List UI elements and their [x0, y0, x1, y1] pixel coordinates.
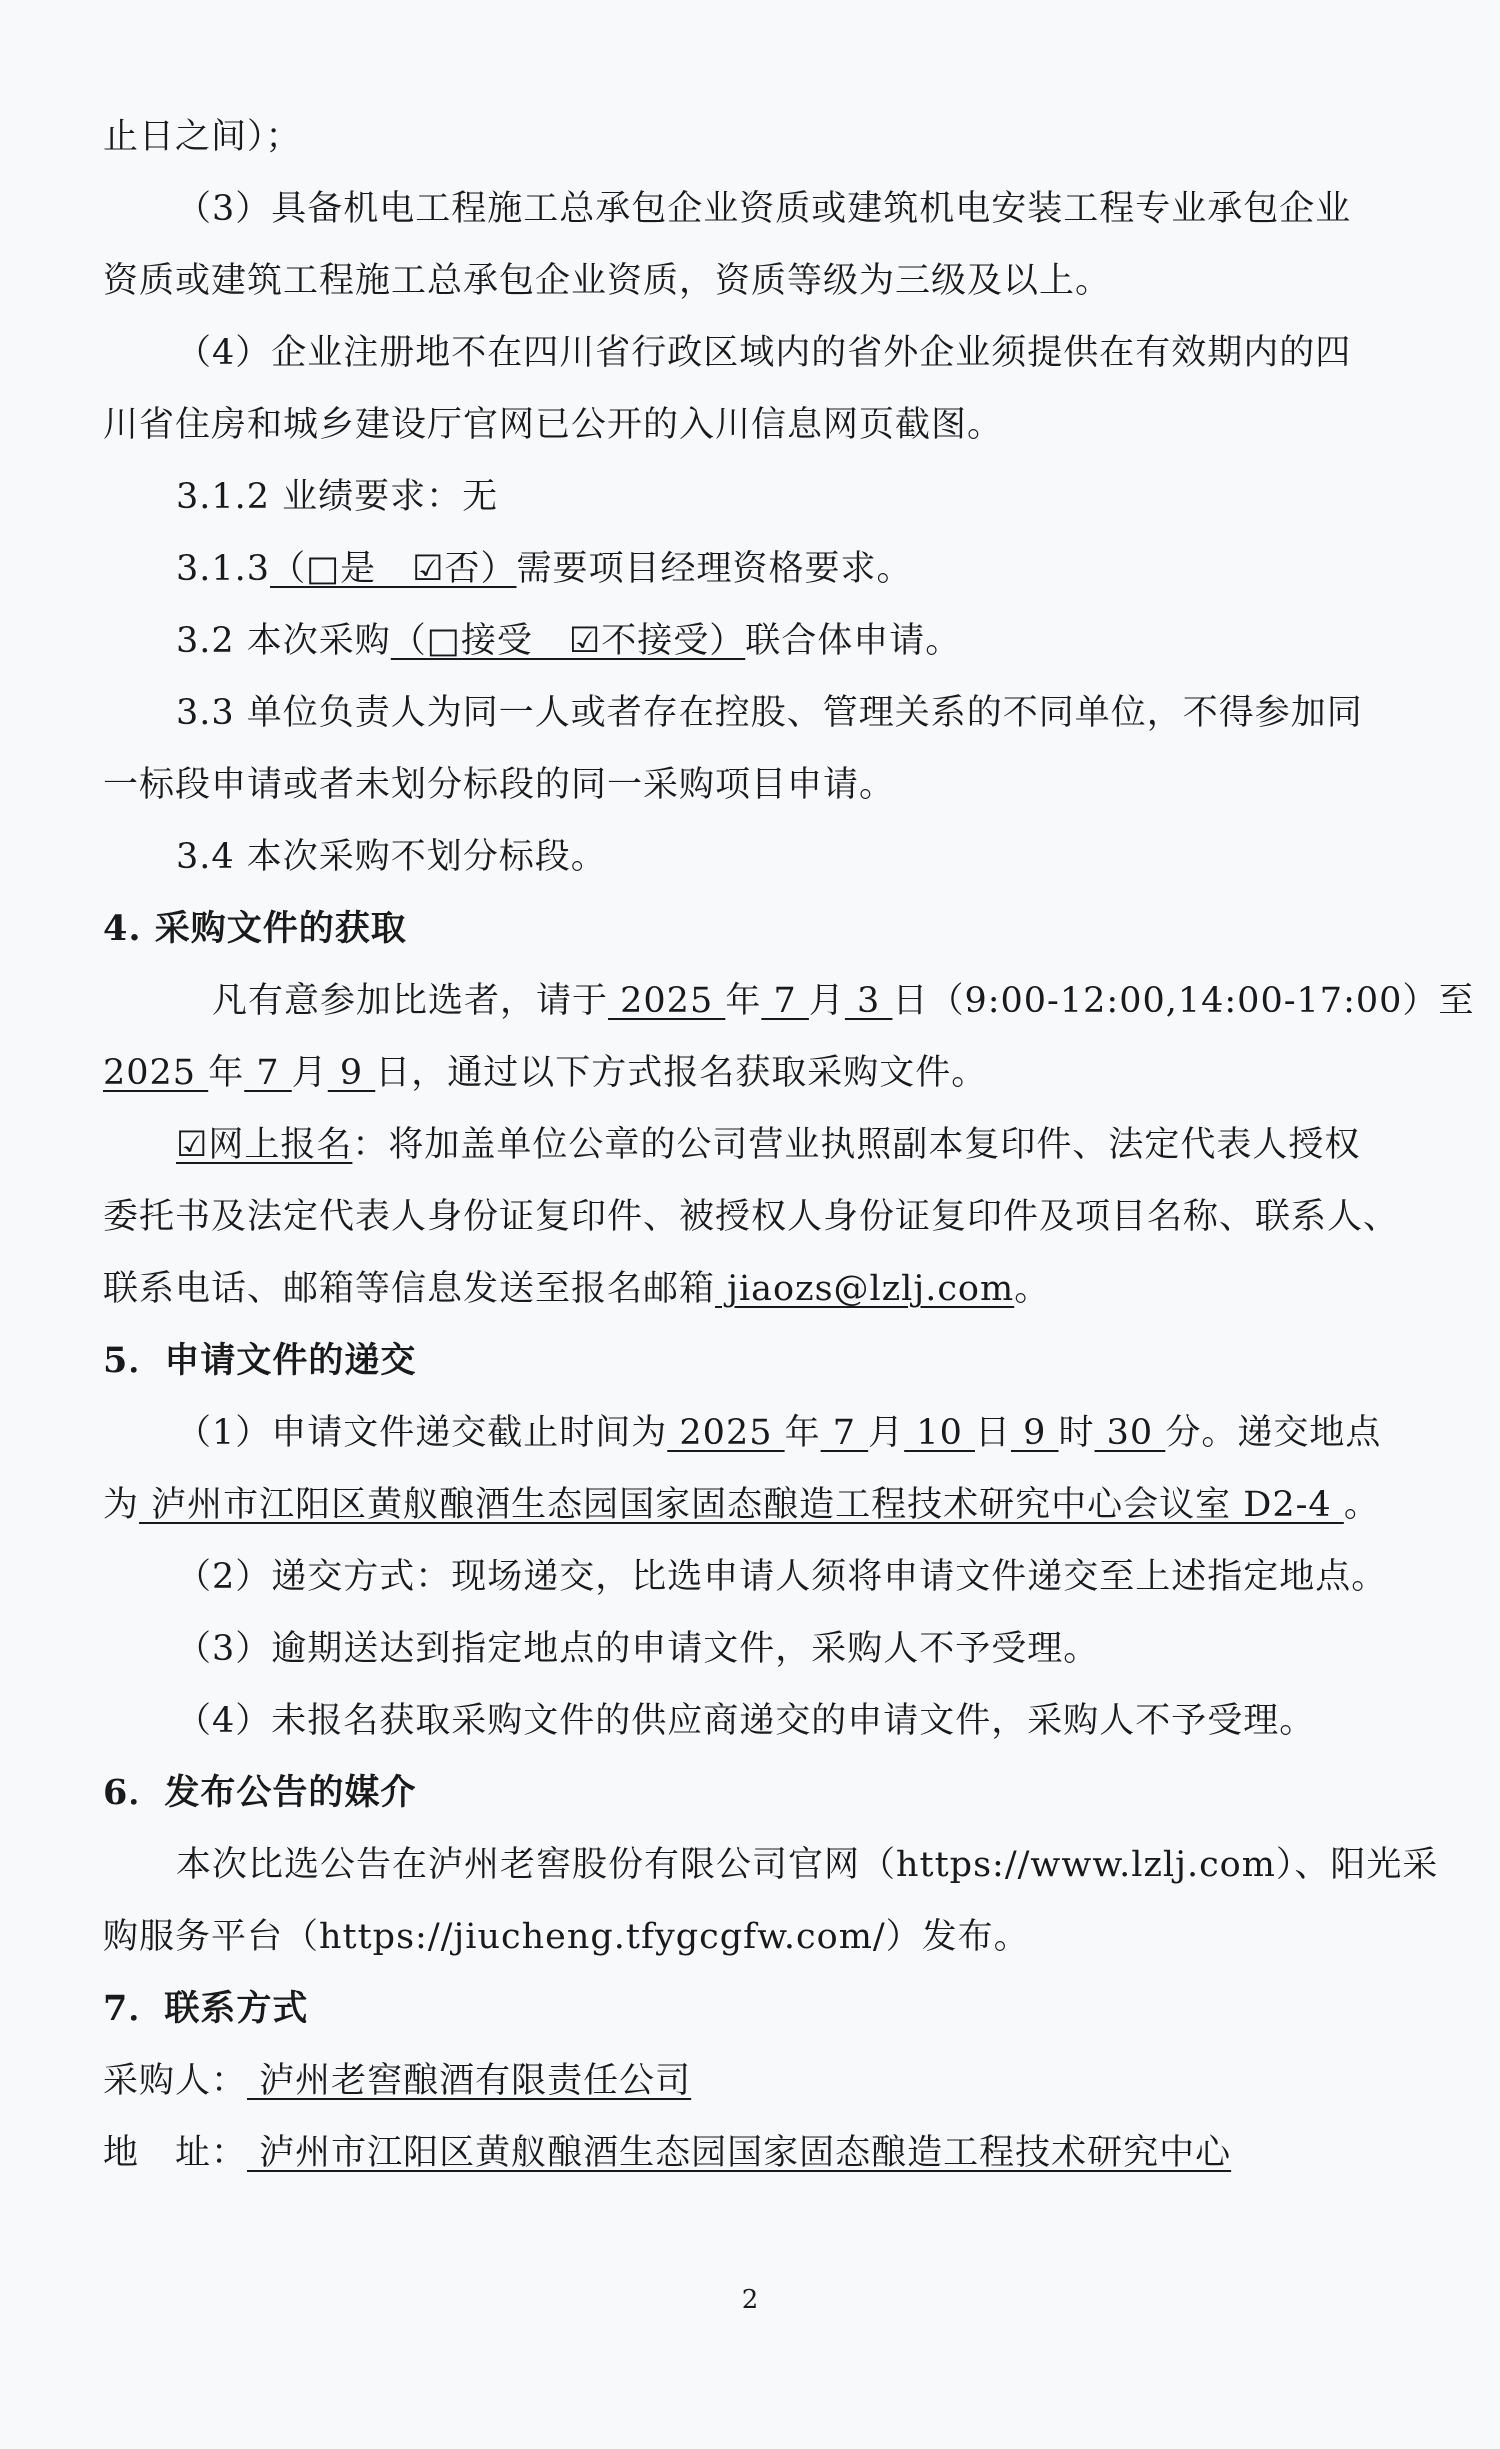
- text-line: [103, 2057, 691, 2105]
- filled-value: 2025: [667, 1413, 785, 1453]
- text-line: 本次比选公告在泸州老窖股份有限公司官网（https://www.lzlj.com）、阳光采: [176, 1845, 1439, 1885]
- text-run: 为: [103, 1485, 140, 1525]
- field-value: 泸州老窖酿酒有限责任公司: [247, 2061, 692, 2101]
- field-label: 采购人：: [103, 2061, 248, 2101]
- text-run: 时: [1058, 1413, 1095, 1453]
- section-heading: 4. 采购文件的获取: [103, 908, 407, 949]
- filled-value: 9: [1010, 1413, 1059, 1453]
- text-line: [103, 1481, 1380, 1529]
- clause-text: 联合体申请。: [745, 621, 962, 661]
- filled-value: 3: [844, 981, 893, 1021]
- text-run: 年: [208, 1053, 245, 1093]
- text-line: 止日之间）；: [103, 117, 302, 157]
- text-line: 委托书及法定代表人身份证复印件、被授权人身份证复印件及项目名称、联系人、: [103, 1197, 1400, 1237]
- text-line: [176, 1121, 1360, 1169]
- filled-value: 2025: [608, 981, 726, 1021]
- page-number: 2: [741, 2285, 759, 2315]
- text-line: [176, 617, 961, 665]
- text-line: （4）企业注册地不在四川省行政区域内的省外企业须提供在有效期内的四: [176, 333, 1352, 373]
- text-line: （3）具备机电工程施工总承包企业资质或建筑机电安装工程专业承包企业: [176, 189, 1352, 229]
- text-line: （3）逾期送达到指定地点的申请文件，采购人不予受理。: [176, 1629, 1100, 1669]
- text-run: （1）申请文件递交截止时间为: [176, 1413, 668, 1453]
- text-line: （4）未报名获取采购文件的供应商递交的申请文件，采购人不予受理。: [176, 1701, 1316, 1741]
- filled-value: 30: [1094, 1413, 1166, 1453]
- field-value: 泸州市江阳区黄舣酿酒生态园国家固态酿造工程技术研究中心: [247, 2133, 1232, 2173]
- field-label: 地 址：: [103, 2133, 248, 2173]
- text-line: 一标段申请或者未划分标段的同一采购项目申请。: [103, 765, 896, 805]
- text-line: [103, 2129, 1231, 2177]
- text-line: 3.4 本次采购不划分标段。: [176, 837, 607, 877]
- checkbox-choice: ☑网上报名: [176, 1125, 353, 1165]
- text-run: 年: [784, 1413, 821, 1453]
- text-line: 购服务平台（https://jiucheng.tfygcgfw.com/）发布。: [103, 1917, 1030, 1957]
- text-line: 资质或建筑工程施工总承包企业资质，资质等级为三级及以上。: [103, 261, 1112, 301]
- clause-text: 需要项目经理资格要求。: [516, 549, 913, 589]
- text-line: [103, 1265, 1050, 1313]
- filled-value: 9: [327, 1053, 376, 1093]
- text-run: 月: [868, 1413, 905, 1453]
- checkbox-choice: （□接受 ☑不接受）: [390, 621, 746, 661]
- text-line: 川省住房和城乡建设厅官网已公开的入川信息网页截图。: [103, 405, 1004, 445]
- text-run: 年: [725, 981, 762, 1021]
- filled-value: 7: [244, 1053, 292, 1093]
- text-run: 日，通过以下方式报名获取采购文件。: [375, 1053, 988, 1093]
- text-run: ：将加盖单位公章的公司营业执照副本复印件、法定代表人授权: [352, 1125, 1361, 1165]
- clause-text: 3.2 本次采购: [176, 621, 391, 661]
- clause-number: 3.1.3: [176, 549, 271, 589]
- text-run: 凡有意参加比选者，请于: [212, 981, 609, 1021]
- filled-value: 泸州市江阳区黄舣酿酒生态园国家固态酿造工程技术研究中心会议室 D2-4: [139, 1485, 1344, 1525]
- text-run: 日（9:00-12:00,14:00-17:00）至: [892, 981, 1475, 1021]
- filled-value: 7: [761, 981, 809, 1021]
- text-run: 联系电话、邮箱等信息发送至报名邮箱: [103, 1269, 716, 1309]
- text-line: [103, 1049, 987, 1097]
- text-run: 日: [974, 1413, 1011, 1453]
- text-run: 月: [291, 1053, 328, 1093]
- filled-value: 7: [820, 1413, 869, 1453]
- text-run: 。: [1343, 1485, 1380, 1525]
- filled-value: 10: [904, 1413, 975, 1453]
- text-line: [176, 545, 913, 593]
- checkbox-choice: （□是 ☑否）: [270, 549, 517, 589]
- section-heading: 7．联系方式: [103, 1988, 309, 2029]
- section-heading: 6．发布公告的媒介: [103, 1772, 417, 1813]
- text-run: 月: [808, 981, 845, 1021]
- text-line: [176, 1409, 1381, 1457]
- filled-value: 2025: [103, 1053, 209, 1093]
- text-line: 3.3 单位负责人为同一人或者存在控股、管理关系的不同单位，不得参加同: [176, 693, 1363, 733]
- text-line: 3.1.2 业绩要求：无: [176, 477, 499, 517]
- text-line: [212, 977, 1474, 1025]
- email-value: jiaozs@lzlj.com: [715, 1269, 1015, 1309]
- text-run: 分。递交地点: [1165, 1413, 1382, 1453]
- text-line: （2）递交方式：现场递交，比选申请人须将申请文件递交至上述指定地点。: [176, 1557, 1388, 1597]
- text-run: 。: [1014, 1269, 1051, 1309]
- section-heading: 5．申请文件的递交: [103, 1340, 417, 1381]
